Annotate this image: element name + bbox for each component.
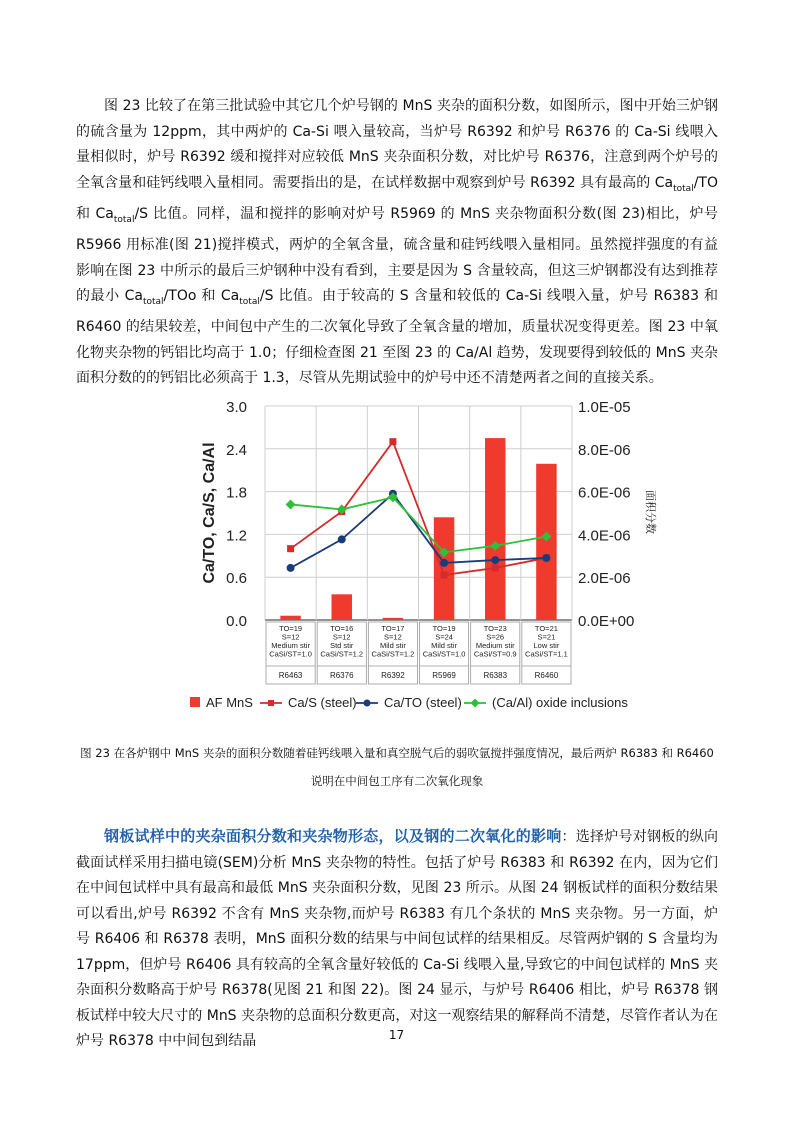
point-marker xyxy=(542,554,550,562)
category-detail-label: TO=16 xyxy=(330,624,354,633)
subscript-total: total xyxy=(673,183,694,194)
category-detail-label: S=21 xyxy=(537,632,556,642)
category-id-label: R5969 xyxy=(432,671,456,680)
paragraph-plate-samples xyxy=(76,824,718,1055)
category-detail-label: TO=21 xyxy=(534,624,558,633)
bar-af-mns xyxy=(485,438,505,620)
chart-svg xyxy=(190,392,690,722)
paragraph-figure23-discussion xyxy=(76,94,718,392)
y-tick-label: 1.2 xyxy=(226,527,247,545)
y2-tick-label: 1.0E-05 xyxy=(578,399,631,416)
point-marker xyxy=(338,535,346,543)
para1-text-c: /S 比值。同样，温和搅拌的影响对炉号 R5969 的 MnS 夹杂物面积分数(图 23)相比，炉号 R5966 用标准(图 21)搅拌模式，两炉的全氧含量，硫含量和硅钙线喂入量相同。虽然搅拌强度的有益影响在图 23 中所示的最后三炉钢种中没有看到，主要是因为 S 含量较高，但这三炉钢都没有达到推荐的最小 Ca xyxy=(76,205,718,305)
category-detail-label: CaSi/ST=1.0 xyxy=(422,649,466,659)
point-marker xyxy=(286,499,296,509)
figure-caption: 图 23 在各炉钢中 MnS 夹杂的面积分数随着硅钙线喂入量和真空脱气后的弱吹氩搅拌强度情况，最后两炉 R6383 和 R6460 说明在中间包工序有二次氧化现象 xyxy=(80,746,714,788)
legend-marker xyxy=(471,699,480,708)
category-detail-label: S=12 xyxy=(281,632,300,642)
para1-text-b: /TO 和 Ca xyxy=(76,174,718,222)
para1-text-e: /S 比值。由于较高的 S 含量和较低的 Ca-Si 线喂入量，炉号 R6383 和 R6460 的结果较差，中间包中产生的二次氧化导致了全氧含量的增加，质量状况变得更差。图 23 中氧化物夹杂物的钙铝比均高于 1.0；仔细检查图 21 至图 23 的 Ca/Al 趋势，发现要得到较低的 MnS 夹杂面积分数的的钙铝比必须高于 1.3，尽管从先期试验中的炉号中还不清楚两者之间的直接关系。 xyxy=(76,288,719,387)
y-tick-label: 0.6 xyxy=(226,570,247,588)
subscript-total: total xyxy=(239,296,260,307)
category-id-label: R6392 xyxy=(381,671,405,680)
category-detail-label: Medium stir xyxy=(475,641,515,650)
category-detail-label: Mild stir xyxy=(379,641,406,650)
subscript-total: total xyxy=(113,214,135,225)
y-tick-label: 0.0 xyxy=(226,613,247,630)
category-detail-label: Low stir xyxy=(533,641,560,650)
bar-af-mns xyxy=(280,616,300,620)
y2-tick-label: 2.0E-06 xyxy=(578,570,631,588)
para1-text-d: /TOo 和 Ca xyxy=(163,288,240,305)
category-id-label: R6383 xyxy=(483,671,508,680)
para2-text: ：选择炉号对钢板的纵向截面试样采用扫描电镜(SEM)分析 MnS 夹杂物的特性。包括了炉号 R6383 和 R6392 在内，因为它们在中间包试样中具有最高和最低 MnS 夹杂面积分数，见图 23 所示。从图 24 钢板试样的面积分数结果可以看出,炉号 R6392 不含有 MnS 夹杂物,而炉号 R6383 有几个条状的 MnS 夹杂物。另一方面，炉号 R6406 和 R6378 表明，MnS 面积分数的结果与中间包试样的结果相反。尽管两炉钢的 S 含量均为 17ppm，但炉号 R6406 具有较高的全氧含量好较低的 Ca-Si 线喂入量,导致它的中间包试样的 MnS 夹杂面积分数略高于炉号 R6378(见图 21 和图 22)。图 24 显示，与炉号 R6406 相比，炉号 R6378 钢板试样中较大尺寸的 MnS 夹杂物的总面积分数更高，对这一观察结果的解释尚不清楚，尽管作者认为在炉号 R6378 中中间包到结晶 xyxy=(76,829,718,1049)
figure-23-chart xyxy=(190,392,690,722)
y2-tick-label: 8.0E-06 xyxy=(578,441,631,459)
page-number: 17 xyxy=(388,1028,405,1042)
y-tick-label: 2.4 xyxy=(226,441,247,459)
legend-marker xyxy=(268,700,274,706)
category-id-label: R6463 xyxy=(278,671,303,680)
section-heading: 钢板试样中的夹杂面积分数和夹杂物形态，以及钢的二次氧化的影响 xyxy=(104,827,562,845)
point-marker xyxy=(287,545,294,552)
subscript-total: total xyxy=(142,296,164,307)
category-detail-label: S=12 xyxy=(332,632,351,642)
legend-swatch-bars xyxy=(190,697,200,707)
category-detail-label: Mild stir xyxy=(431,641,458,650)
category-detail-label: S=12 xyxy=(384,632,402,642)
category-detail-label: S=24 xyxy=(435,632,453,642)
legend-label: (Ca/Al) oxide inclusions xyxy=(492,695,628,710)
point-marker xyxy=(491,556,499,564)
legend-label: Ca/TO (steel) xyxy=(384,695,462,710)
bar-af-mns xyxy=(332,594,352,620)
legend-marker xyxy=(364,700,371,707)
bar-af-mns xyxy=(434,517,454,620)
category-detail-label: CaSi/ST=1.1 xyxy=(525,649,568,659)
category-detail-label: CaSi/ST=0.9 xyxy=(473,649,517,659)
y2-tick-label: 6.0E-06 xyxy=(578,484,631,502)
y-axis-label: Ca/TO, Ca/S, Ca/Al xyxy=(201,442,218,584)
category-detail-label: TO=19 xyxy=(279,624,303,633)
category-detail-label: CaSi/ST=1.2 xyxy=(320,649,364,659)
category-detail-label: Medium stir xyxy=(271,641,310,650)
bar-af-mns xyxy=(383,618,403,620)
y-tick-label: 3.0 xyxy=(226,399,247,416)
y2-tick-label: 4.0E-06 xyxy=(578,527,631,545)
category-detail-label: TO=17 xyxy=(381,624,405,633)
category-detail-label: TO=23 xyxy=(483,624,507,633)
category-detail-label: Std stir xyxy=(330,641,354,650)
category-detail-label: S=26 xyxy=(486,632,505,642)
legend-label: Ca/S (steel) xyxy=(288,695,357,710)
legend-label: AF MnS xyxy=(206,695,253,710)
point-marker xyxy=(492,564,499,571)
category-detail-label: TO=19 xyxy=(432,624,456,633)
category-id-label: R6376 xyxy=(329,671,354,680)
point-marker xyxy=(389,438,396,445)
point-marker xyxy=(440,559,448,567)
category-detail-label: CaSi/ST=1.0 xyxy=(269,649,312,659)
point-marker xyxy=(441,572,448,579)
point-marker xyxy=(287,564,295,572)
y-tick-label: 1.8 xyxy=(226,484,247,502)
bar-af-mns xyxy=(536,464,556,620)
y2-tick-label: 0.0E+00 xyxy=(578,613,635,630)
y2-axis-label: 面积分数 xyxy=(644,490,657,534)
category-detail-label: CaSi/ST=1.2 xyxy=(371,649,415,659)
category-id-label: R6460 xyxy=(534,671,559,680)
para1-text-a: 图 23 比较了在第三批试验中其它几个炉号钢的 MnS 夹杂的面积分数，如图所示，图中开始三炉钢的硫含量为 12ppm，其中两炉的 Ca-Si 喂入量较高，当炉号 R6392 和炉号 R6376 的 Ca-Si 线喂入量相似时，炉号 R6392 缓和搅拌对应较低 MnS 夹杂面积分数，对比炉号 R6376，注意到两个炉号的全氧含量和硅钙线喂入量相同。需要指出的是，在试样数据中观察到炉号 R6392 具有最高的 Ca xyxy=(76,98,718,191)
